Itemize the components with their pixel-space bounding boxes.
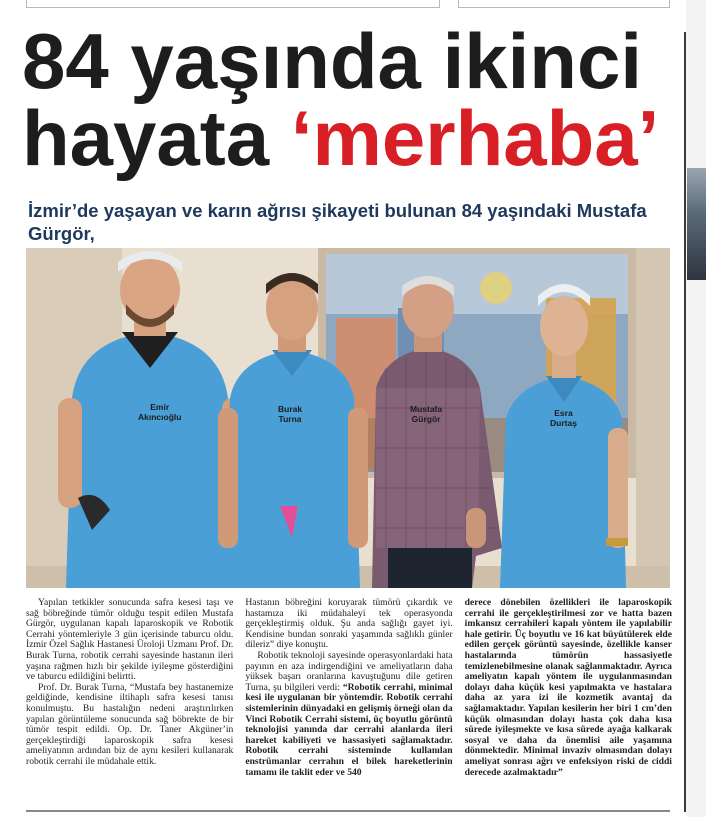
headline-accent: ‘merhaba’ bbox=[290, 94, 660, 182]
headline-line-1: 84 yaşında ikinci bbox=[22, 17, 643, 105]
adjacent-column-photo bbox=[687, 168, 706, 280]
article-col2-text: Robotik teknoloji sayesinde operasyonlardaki hata payının en aza indirgendiğini ve ameliyatların daha yüksek başarı oranlarına kavuştuğunu dile getiren Turna, şu bilgileri verdi: bbox=[245, 649, 453, 693]
headline-prefix: hayata bbox=[22, 94, 291, 182]
name-tag-mustafa bbox=[410, 404, 442, 424]
article-col1-paragraph-1: Yapılan tetkikler sonucunda safra kesesi taşı ve sağ böbreğinde tümör olduğu tespit edilen Mustafa Gürgör, uygulanan kapalı laparoskopik ve Robotik Cerrahi yöntemleriyle 3 gün içerisinde taburcu oldu. İzmir Özel Sağlık Hastanesi Üroloji Uzmanı Prof. Dr. Burak Turna, robotik cerrahi sayesinde hastanın ileri yaşına rağmen hızlı bir şekilde iyileşme gösterdiğini ve taburcu edildiğini belirtti. bbox=[26, 597, 234, 683]
adjacent-column-edge bbox=[686, 0, 706, 817]
name-tag-emir-first: Emir bbox=[150, 402, 170, 412]
article-col3-quote: derece dönebilen özellikleri ile laparoskopik cerrahi ile gerçekleştirilmesi zor ve hatta bazen imkansız cerrahileri kapalı yöntem ile yapılabilir hale getirir. Üç boyutlu ve 16 kat büyütülerek elde edilen gerçek görüntü sayesinde, özellikle kanser hastalarında tümörün hassasiyetle temizlenebilmesine olanak sağlanmaktadır. Ayrıca ameliyatın kapalı yöntem ile uygulanmasından dolayı daha küçük kesi yapılmakta ve hastalara daha az yara izi ile kozmetik avantaj da sağlamaktadır. Yapılan kesilerin her biri 1 cm’den küçük olmasından dolayı hasta çok daha kısa sürede iyileşmekte ve kısa sürede ayağa kalkarak sosyal ve daha da önemlisi aile yaşamına dönmektedir. Minimal invaziv olmasından dolayı ameliyat sonrası ağrı ve enfeksiyon riski de ciddi derecede azalmaktadır” bbox=[464, 597, 672, 778]
sidebar-article-frame bbox=[458, 0, 670, 8]
name-tag-burak-last: Turna bbox=[278, 414, 302, 424]
headline-line-2 bbox=[22, 94, 660, 182]
name-tag-emir-last: Akıncıoğlu bbox=[138, 412, 182, 422]
article-body bbox=[26, 598, 672, 804]
name-tag-emir bbox=[138, 402, 181, 422]
name-tag-mustafa-last: Gürgör bbox=[411, 414, 441, 424]
name-tag-burak-first: Burak bbox=[278, 404, 303, 414]
column-divider bbox=[684, 32, 686, 812]
article-col2-paragraph-1: Hastanın böbreğini koruyarak tümörü çıkardık ve hastamıza iki müdahaleyi tek operasyonda gerçekleştirmiş olduk. Şu anda sağlığı gayet iyi. Kendisine bundan sonraki yaşamında sağlıklı günler dileriz” diye konuştu. bbox=[245, 597, 453, 651]
bottom-rule bbox=[26, 810, 670, 812]
article-col2-quote: “Robotik cerrahi, minimal kesi ile uygulanan bir yöntemdir. Robotik cerrahi sistemlerinin dünyadaki en gelişmiş örneği olan da Vinci Robotik Cerrahi sistemi, üç boyutlu görüntü teknolojisi yanında dar cerrahi alanlarda ileri hareket kabiliyeti ve hassasiyeti sağlamaktadır. Robotik cerrahi sisteminde kullanılan enstrümanlar cerrahın el bilek hareketlerinin tamamı ile taklit eder ve 540 bbox=[245, 681, 453, 778]
name-tag-burak bbox=[278, 404, 302, 424]
group-photo bbox=[26, 248, 670, 588]
name-tag-esra-first: Esra bbox=[554, 408, 573, 418]
article-column-2 bbox=[245, 598, 452, 804]
article-col1-paragraph-2: Prof. Dr. Burak Turna, “Mustafa bey hastanemize geldiğinde, kendisine iltihaplı safra kesesi tanısı konulmuştu. Bu hastalığın nedeni araştırılırken yapılan görüntüleme sonucunda sağ böbrekte de bir tümör tespit edildi. Op. Dr. Taner Akgüner’in gerçekleştirdiği laparoskopik safra kesesi ameliyatının ardından biz de aynı kesileri kullanarak robotik cerrahi ile müdahale ettik. bbox=[26, 681, 234, 767]
article-col2-paragraph-2 bbox=[245, 651, 452, 778]
name-tag-mustafa-first: Mustafa bbox=[410, 404, 443, 414]
previous-article-frame bbox=[26, 0, 440, 8]
article-column-1 bbox=[26, 598, 233, 804]
name-tag-esra-last: Durtaş bbox=[550, 418, 577, 428]
article-column-3 bbox=[465, 598, 672, 804]
subheadline-line-1: İzmir’de yaşayan ve karın ağrısı şikayeti bulunan 84 yaşındaki Mustafa Gürgör, bbox=[28, 200, 647, 244]
name-tag-esra bbox=[550, 408, 577, 428]
